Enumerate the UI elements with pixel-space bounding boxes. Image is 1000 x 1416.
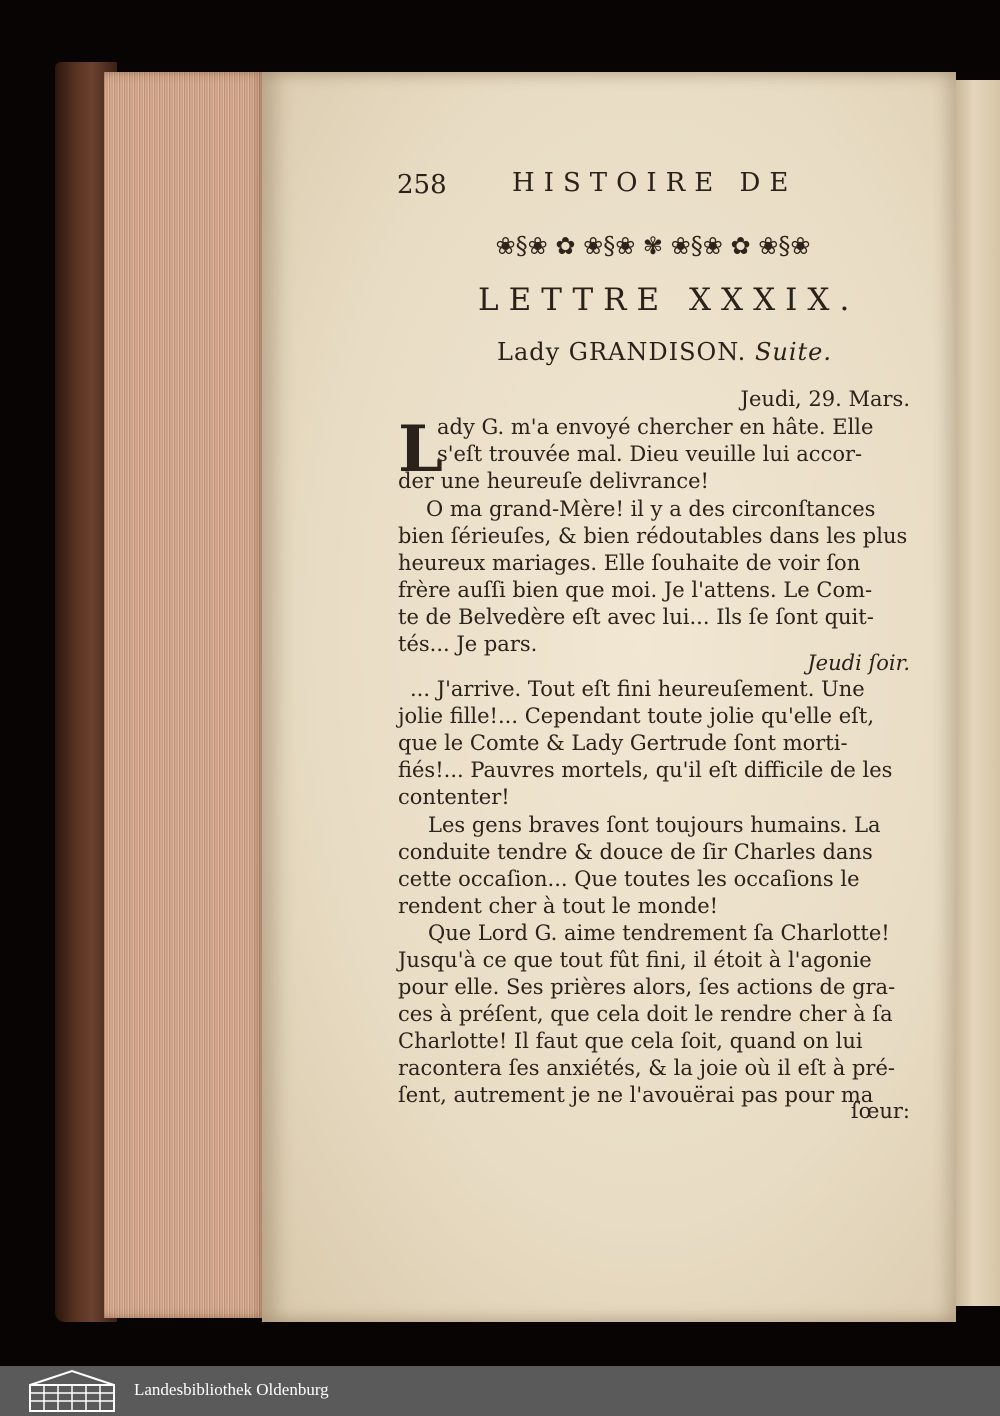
facing-page-edge xyxy=(956,80,1000,1306)
text-line: que le Comte & Lady Gertrude ſont morti- xyxy=(398,731,848,755)
page-edges xyxy=(104,72,266,1318)
text-line: fiés!... Pauvres mortels, qu'il eſt difficile de les xyxy=(398,758,893,782)
text-line: te de Belvedère eſt avec lui... Ils ſe ſont quit- xyxy=(398,605,874,629)
text-line: jolie fille!... Cependant toute jolie qu'elle eſt, xyxy=(398,704,875,728)
text-line: rendent cher à tout le monde! xyxy=(398,894,719,918)
library-building-icon xyxy=(22,1369,122,1413)
text-line: Jusqu'à ce que tout fût fini, il étoit à l'agonie xyxy=(398,948,872,972)
running-title: HISTOIRE DE xyxy=(512,168,798,198)
catchword: ſœur: xyxy=(850,1099,910,1123)
text-line: tés... Je pars. xyxy=(398,632,538,656)
text-line: racontera ſes anxiétés, & la joie où il eſt à pré- xyxy=(398,1056,895,1080)
text-line: bien ſérieuſes, & bien rédoutables dans les plus xyxy=(398,524,908,548)
subtitle-suite: Suite. xyxy=(754,338,833,366)
text-line: frère auſſi bien que moi. Je l'attens. Le Com- xyxy=(398,578,873,602)
date-line: Jeudi, 29. Mars. xyxy=(740,387,910,411)
text-line: conduite tendre & douce de ſir Charles dans xyxy=(398,840,873,864)
text-line: pour elle. Ses prières alors, ſes actions de gra- xyxy=(398,975,896,999)
text-line: ſent, autrement je ne l'avouërai pas pour ma xyxy=(398,1083,874,1107)
text-line: s'eſt trouvée mal. Dieu veuille lui accor- xyxy=(437,442,863,466)
text-line: heureux mariages. Elle ſouhaite de voir ſon xyxy=(398,551,861,575)
text-line: ... J'arrive. Tout eſt fini heureuſement. Une xyxy=(410,677,865,701)
evening-date: Jeudi ſoir. xyxy=(807,651,910,675)
ornament-band: ❀§❀ ✿ ❀§❀ ✾ ❀§❀ ✿ ❀§❀ xyxy=(495,232,811,260)
letter-subtitle xyxy=(497,338,832,366)
text-line: Charlotte! Il faut que cela ſoit, quand on lui xyxy=(398,1029,863,1053)
library-footer xyxy=(0,1366,1000,1416)
text-line: Les gens braves ſont toujours humains. La xyxy=(428,813,881,837)
subtitle-name: Lady GRANDISON. xyxy=(497,338,747,366)
text-line: ces à préſent, que cela doit le rendre cher à ſa xyxy=(398,1002,893,1026)
text-line: O ma grand-Mère! il y a des circonſtances xyxy=(426,497,876,521)
text-line: ady G. m'a envoyé chercher en hâte. Elle xyxy=(437,415,874,439)
text-line: der une heureuſe delivrance! xyxy=(398,469,709,493)
text-line: cette occaſion... Que toutes les occaſions le xyxy=(398,867,860,891)
page-number: 258 xyxy=(397,170,447,200)
letter-title: LETTRE XXXIX. xyxy=(478,282,860,318)
library-name: Landesbibliothek Oldenburg xyxy=(134,1380,329,1399)
drop-cap: L xyxy=(398,412,443,487)
text-line: Que Lord G. aime tendrement ſa Charlotte! xyxy=(428,921,890,945)
text-line: contenter! xyxy=(398,785,510,809)
